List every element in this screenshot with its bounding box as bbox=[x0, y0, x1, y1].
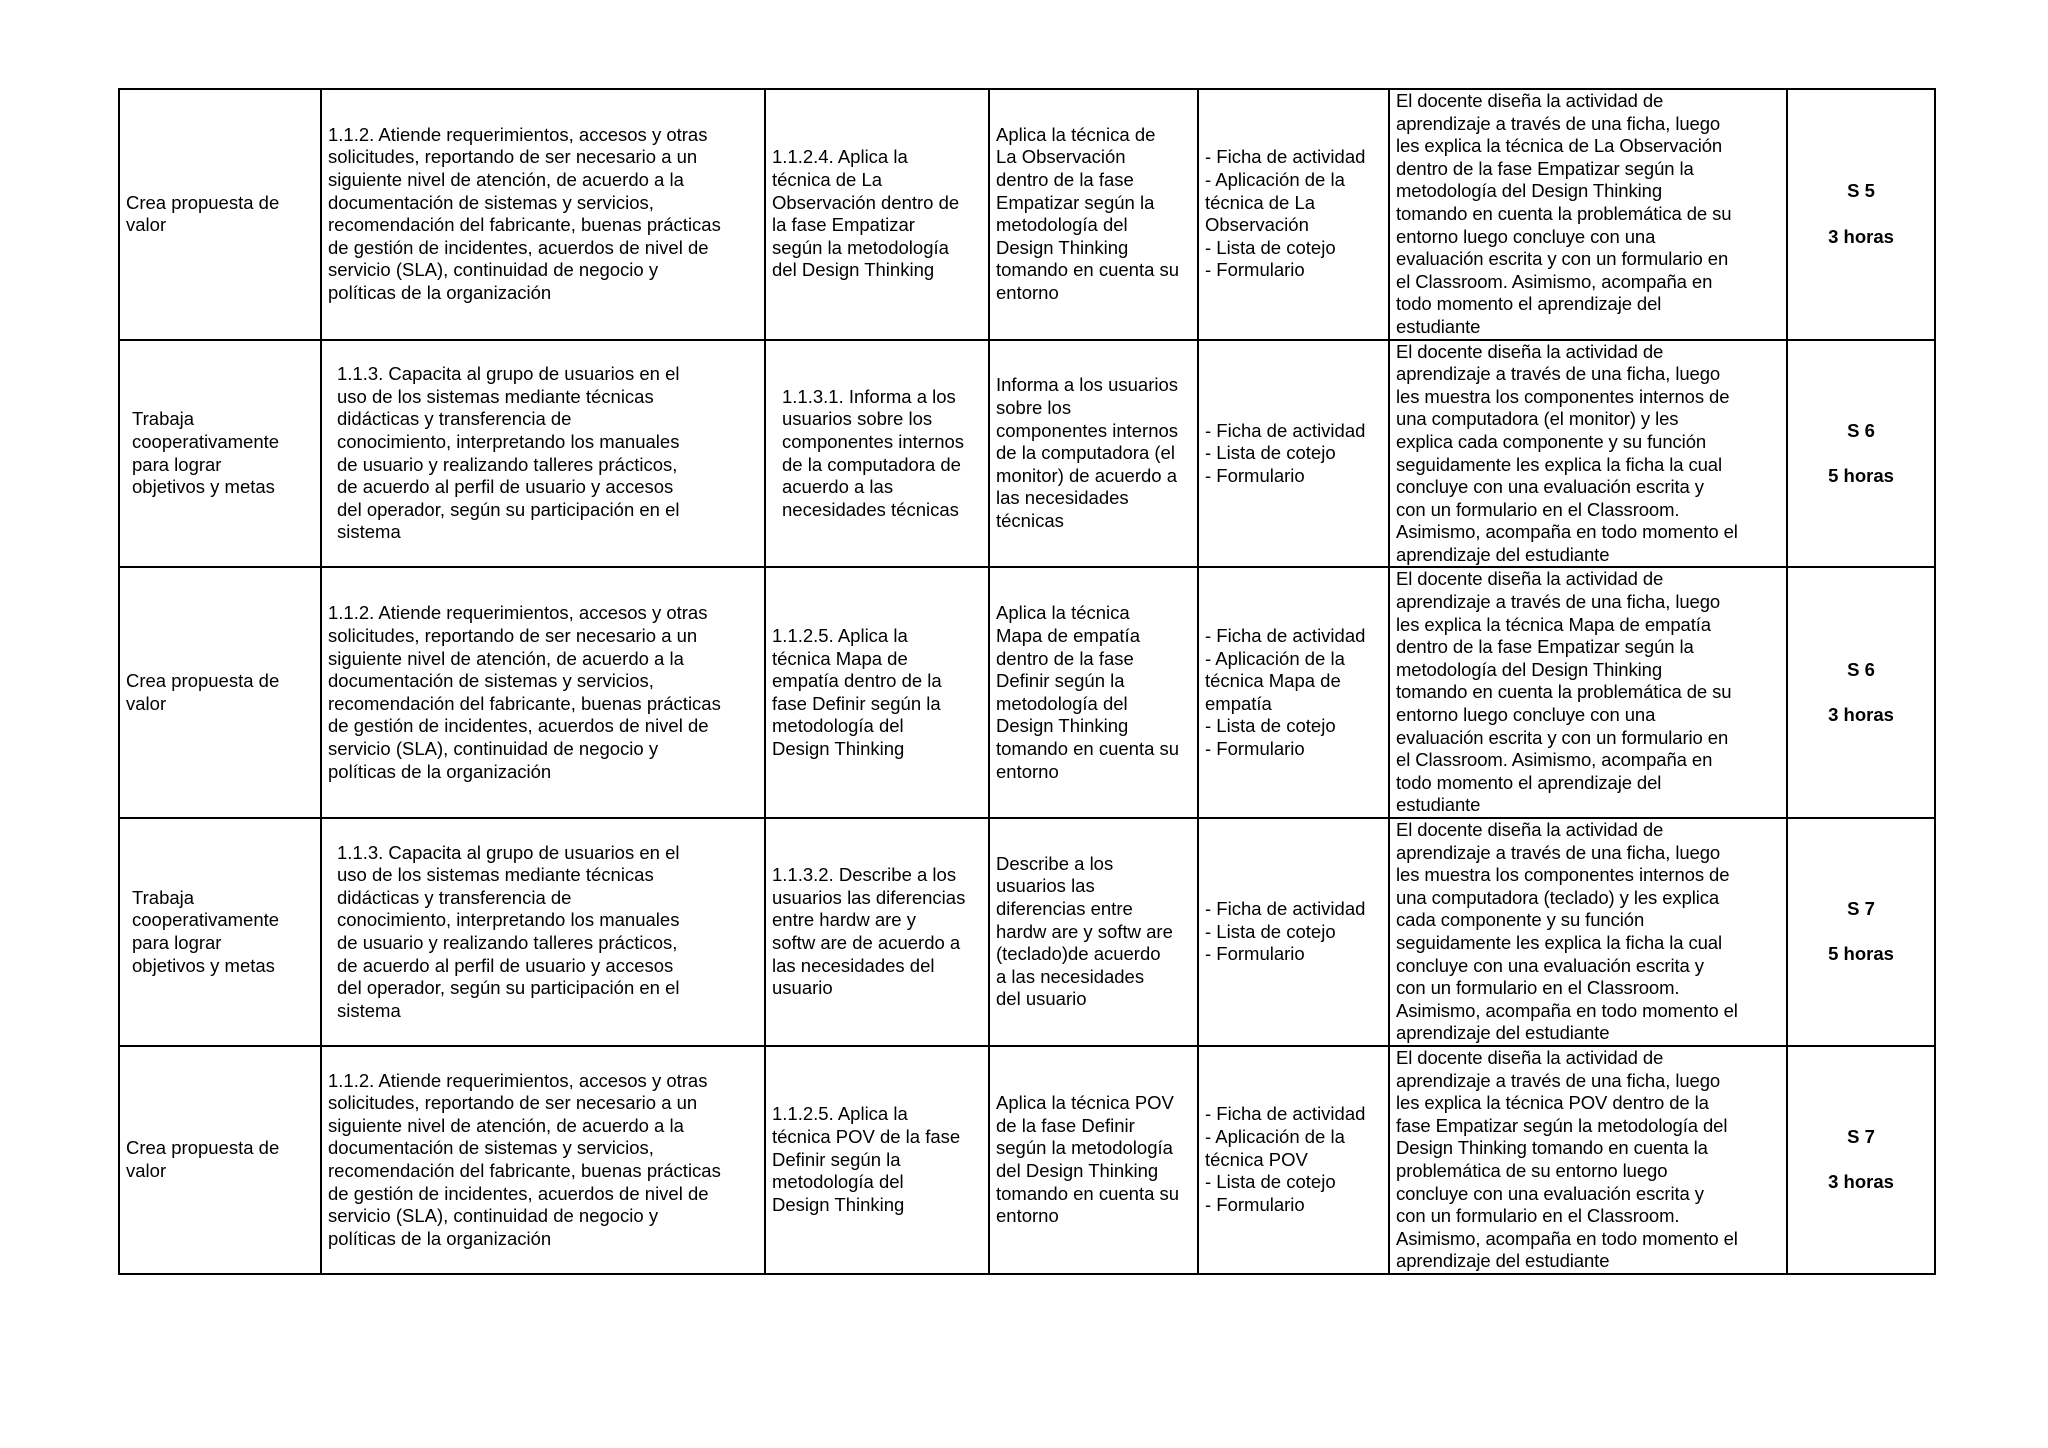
evaluation-cell: - Ficha de actividad - Aplicación de la técnica POV - Lista de cotejo - Formulario bbox=[1198, 1046, 1389, 1274]
evaluation-cell: - Ficha de actividad - Lista de cotejo - Formulario bbox=[1198, 818, 1389, 1046]
week-label: S 6 bbox=[1847, 658, 1875, 680]
hours-label: 3 horas bbox=[1828, 225, 1894, 247]
teacher-strategy-cell: El docente diseña la actividad de aprendizaje a través de una ficha, luego les muestra los componentes internos de una computadora (el monitor) y les explica cada componente y su función seguidamente les explica la ficha la cual concluye con una evaluación escrita y con un formulario en el Classroom. Asimismo, acompaña en todo momento el aprendizaje del estudiante bbox=[1389, 340, 1787, 568]
competency-cell: Crea propuesta de valor bbox=[119, 89, 321, 340]
hours-label: 3 horas bbox=[1828, 704, 1894, 726]
competency-cell: Trabaja cooperativamente para lograr objetivos y metas bbox=[119, 818, 321, 1046]
teacher-strategy-cell: El docente diseña la actividad de aprendizaje a través de una ficha, luego les explica la técnica Mapa de empatía dentro de la fase Empatizar según la metodología del Design Thinking tomando en cuenta la problemática de su entorno luego concluye con una evaluación escrita y con un formulario en el Classroom. Asimismo, acompaña en todo momento el aprendizaje del estudiante bbox=[1389, 567, 1787, 818]
capacity-cell: 1.1.3. Capacita al grupo de usuarios en el uso de los sistemas mediante técnicas didácticas y transferencia de conocimiento, interpretando los manuales de usuario y realizando talleres prácticos, de acuerdo al perfil de usuario y accesos del operador, según su participación en el sistema bbox=[321, 818, 765, 1046]
table-row bbox=[119, 1046, 1935, 1274]
table-row bbox=[119, 340, 1935, 568]
week-label: S 5 bbox=[1847, 180, 1875, 202]
capacity-cell: 1.1.2. Atiende requerimientos, accesos y otras solicitudes, reportando de ser necesario a un siguiente nivel de atención, de acuerdo a la documentación de sistemas y servicios, recomendación del fabricante, buenas prácticas de gestión de incidentes, acuerdos de nivel de servicio (SLA), continuidad de negocio y políticas de la organización bbox=[321, 567, 765, 818]
hours-label: 5 horas bbox=[1828, 464, 1894, 486]
capacity-cell: 1.1.2. Atiende requerimientos, accesos y otras solicitudes, reportando de ser necesario a un siguiente nivel de atención, de acuerdo a la documentación de sistemas y servicios, recomendación del fabricante, buenas prácticas de gestión de incidentes, acuerdos de nivel de servicio (SLA), continuidad de negocio y políticas de la organización bbox=[321, 1046, 765, 1274]
performance-cell: 1.1.2.5. Aplica la técnica POV de la fase Definir según la metodología del Design Thinking bbox=[765, 1046, 989, 1274]
week-label: S 7 bbox=[1847, 898, 1875, 920]
activity-cell: Informa a los usuarios sobre los componentes internos de la computadora (el monitor) de acuerdo a las necesidades técnicas bbox=[989, 340, 1198, 568]
performance-cell: 1.1.2.5. Aplica la técnica Mapa de empatía dentro de la fase Definir según la metodología del Design Thinking bbox=[765, 567, 989, 818]
hours-label: 5 horas bbox=[1828, 943, 1894, 965]
activity-cell: Aplica la técnica de La Observación dentro de la fase Empatizar según la metodología del Design Thinking tomando en cuenta su entorno bbox=[989, 89, 1198, 340]
evaluation-cell: - Ficha de actividad - Lista de cotejo - Formulario bbox=[1198, 340, 1389, 568]
activity-cell: Describe a los usuarios las diferencias entre hardw are y softw are (teclado)de acuerdo a las necesidades del usuario bbox=[989, 818, 1198, 1046]
activity-cell: Aplica la técnica Mapa de empatía dentro de la fase Definir según la metodología del Design Thinking tomando en cuenta su entorno bbox=[989, 567, 1198, 818]
evaluation-cell: - Ficha de actividad - Aplicación de la técnica Mapa de empatía - Lista de cotejo - Formulario bbox=[1198, 567, 1389, 818]
table-row bbox=[119, 567, 1935, 818]
teacher-strategy-cell: El docente diseña la actividad de aprendizaje a través de una ficha, luego les explica la técnica POV dentro de la fase Empatizar según la metodología del Design Thinking tomando en cuenta la problemática de su entorno luego concluye con una evaluación escrita y con un formulario en el Classroom. Asimismo, acompaña en todo momento el aprendizaje del estudiante bbox=[1389, 1046, 1787, 1274]
week-hours-cell bbox=[1787, 567, 1935, 818]
week-label: S 6 bbox=[1847, 419, 1875, 441]
activity-cell: Aplica la técnica POV de la fase Definir según la metodología del Design Thinking tomando en cuenta su entorno bbox=[989, 1046, 1198, 1274]
performance-cell: 1.1.3.2. Describe a los usuarios las diferencias entre hardw are y softw are de acuerdo a las necesidades del usuario bbox=[765, 818, 989, 1046]
teacher-strategy-cell: El docente diseña la actividad de aprendizaje a través de una ficha, luego les explica la técnica de La Observación dentro de la fase Empatizar según la metodología del Design Thinking tomando en cuenta la problemática de su entorno luego concluye con una evaluación escrita y con un formulario en el Classroom. Asimismo, acompaña en todo momento el aprendizaje del estudiante bbox=[1389, 89, 1787, 340]
evaluation-cell: - Ficha de actividad - Aplicación de la técnica de La Observación - Lista de cotejo - Formulario bbox=[1198, 89, 1389, 340]
capacity-cell: 1.1.3. Capacita al grupo de usuarios en el uso de los sistemas mediante técnicas didácticas y transferencia de conocimiento, interpretando los manuales de usuario y realizando talleres prácticos, de acuerdo al perfil de usuario y accesos del operador, según su participación en el sistema bbox=[321, 340, 765, 568]
week-hours-cell bbox=[1787, 818, 1935, 1046]
week-label: S 7 bbox=[1847, 1126, 1875, 1148]
performance-cell: 1.1.3.1. Informa a los usuarios sobre los componentes internos de la computadora de acuerdo a las necesidades técnicas bbox=[765, 340, 989, 568]
week-hours-cell bbox=[1787, 1046, 1935, 1274]
capacity-cell: 1.1.2. Atiende requerimientos, accesos y otras solicitudes, reportando de ser necesario a un siguiente nivel de atención, de acuerdo a la documentación de sistemas y servicios, recomendación del fabricante, buenas prácticas de gestión de incidentes, acuerdos de nivel de servicio (SLA), continuidad de negocio y políticas de la organización bbox=[321, 89, 765, 340]
table-row bbox=[119, 89, 1935, 340]
competency-cell: Crea propuesta de valor bbox=[119, 567, 321, 818]
week-hours-cell bbox=[1787, 89, 1935, 340]
performance-cell: 1.1.2.4. Aplica la técnica de La Observación dentro de la fase Empatizar según la metodología del Design Thinking bbox=[765, 89, 989, 340]
table-row bbox=[119, 818, 1935, 1046]
hours-label: 3 horas bbox=[1828, 1171, 1894, 1193]
learning-plan-table bbox=[118, 88, 1936, 1275]
competency-cell: Trabaja cooperativamente para lograr objetivos y metas bbox=[119, 340, 321, 568]
teacher-strategy-cell: El docente diseña la actividad de aprendizaje a través de una ficha, luego les muestra los componentes internos de una computadora (teclado) y les explica cada componente y su función seguidamente les explica la ficha la cual concluye con una evaluación escrita y con un formulario en el Classroom. Asimismo, acompaña en todo momento el aprendizaje del estudiante bbox=[1389, 818, 1787, 1046]
week-hours-cell bbox=[1787, 340, 1935, 568]
competency-cell: Crea propuesta de valor bbox=[119, 1046, 321, 1274]
